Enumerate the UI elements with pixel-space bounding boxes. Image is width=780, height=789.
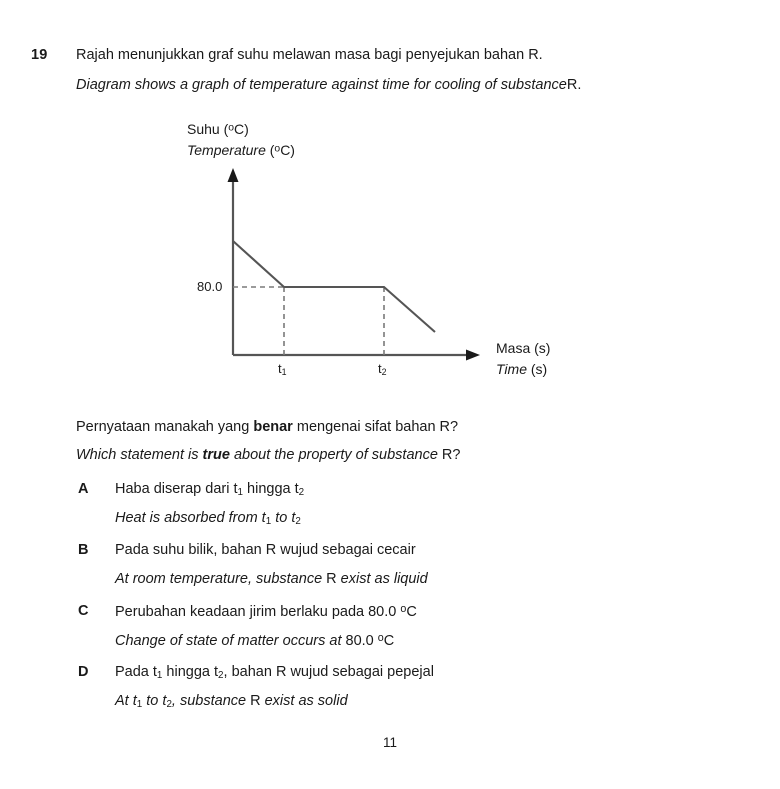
option-a-english-sub1: 1 (265, 516, 272, 528)
option-b-english-p2: exist as liquid (336, 571, 428, 587)
page-number: 11 (382, 735, 397, 750)
option-d-english-p1: At t (115, 693, 137, 709)
option-d-english-p2: to t (142, 693, 167, 709)
prompt-malay (76, 419, 458, 435)
option-d-english-substance: R (250, 693, 261, 709)
prompt-english-pre: Which statement is (76, 447, 203, 463)
y-tick-label-80: 80.0 (197, 279, 223, 294)
option-b-english-p1: At room temperature, substance (115, 571, 327, 587)
option-a-english-p2: to t (271, 510, 296, 526)
x-tick-label-t1: $t_1$ (278, 361, 287, 377)
option-a-malay-sub1: 1 (237, 487, 243, 499)
option-d-malay-p2: hingga t (162, 664, 219, 680)
question-stem-english-text: Diagram shows a graph of temperature against time for cooling of substance (76, 77, 567, 93)
graph-canvas (186, 118, 606, 388)
option-d-letter: D (78, 664, 89, 680)
question-stem-malay: Rajah menunjukkan graf suhu melawan masa bagi penyejukan bahan R. (76, 47, 543, 63)
option-d-malay-p1: Pada t (115, 664, 157, 680)
question-number: 19 (31, 47, 48, 63)
option-a-malay-p2: hingga t (243, 481, 299, 497)
option-c-letter: C (78, 603, 89, 619)
option-b-english (115, 571, 428, 587)
option-b-english-substance: R (326, 571, 337, 587)
option-b-letter: B (78, 542, 89, 558)
prompt-malay-pre: Pernyataan manakah yang (76, 419, 254, 435)
option-c-english-value: 80.0 $^o$C (345, 632, 395, 649)
option-d-malay-sub2: 2 (218, 670, 224, 682)
x-axis-label-english: Time (s) (496, 361, 548, 377)
cooling-curve-graph (186, 118, 606, 388)
prompt-malay-post: mengenai sifat bahan R? (292, 419, 459, 435)
option-c-english (115, 632, 394, 649)
y-axis-label-malay: Suhu ($^o$C) (187, 121, 249, 137)
option-b-malay: Pada suhu bilik, bahan R wujud sebagai cecair (115, 542, 416, 558)
x-tick-label-t2: $t_2$ (378, 361, 387, 377)
option-a-english-p1: Heat is absorbed from t (115, 510, 266, 526)
x-axis-arrowhead (466, 350, 480, 361)
option-d-malay-sub1: 1 (156, 670, 163, 682)
option-c-malay: Perubahan keadaan jirim berlaku pada 80.0 $^o$C (115, 603, 417, 620)
option-c-english-p1: Change of state of matter occurs at (115, 632, 346, 649)
option-a-letter: A (78, 481, 89, 497)
y-axis-arrowhead (228, 168, 239, 182)
option-d-english-p3: , substance (171, 693, 251, 709)
option-a-english-sub2: 2 (295, 516, 301, 528)
y-axis-label-english: Temperature ($^o$C) (187, 142, 295, 158)
prompt-english-tail: R? (441, 447, 461, 463)
option-a-malay-p1: Haba diserap dari t (115, 481, 238, 497)
option-d-malay-p3: , bahan R wujud sebagai pepejal (223, 664, 434, 680)
prompt-malay-bold: benar (253, 419, 293, 435)
x-axis-label-malay: Masa (s) (496, 340, 551, 356)
prompt-english (76, 447, 460, 463)
option-d-english-sub1: 1 (136, 699, 143, 711)
option-a-english (115, 510, 301, 527)
prompt-english-bold: true (202, 447, 230, 463)
option-a-malay-sub2: 2 (298, 487, 305, 499)
option-d-english-p4: exist as solid (260, 693, 348, 709)
option-d-malay (115, 664, 434, 681)
question-stem-english (76, 77, 581, 93)
question-stem-english-tail: R. (566, 77, 582, 93)
option-d-english-sub2: 2 (166, 699, 172, 711)
option-a-malay (115, 481, 304, 498)
option-d-english (115, 693, 348, 710)
prompt-english-post: about the property of substance (229, 447, 442, 463)
